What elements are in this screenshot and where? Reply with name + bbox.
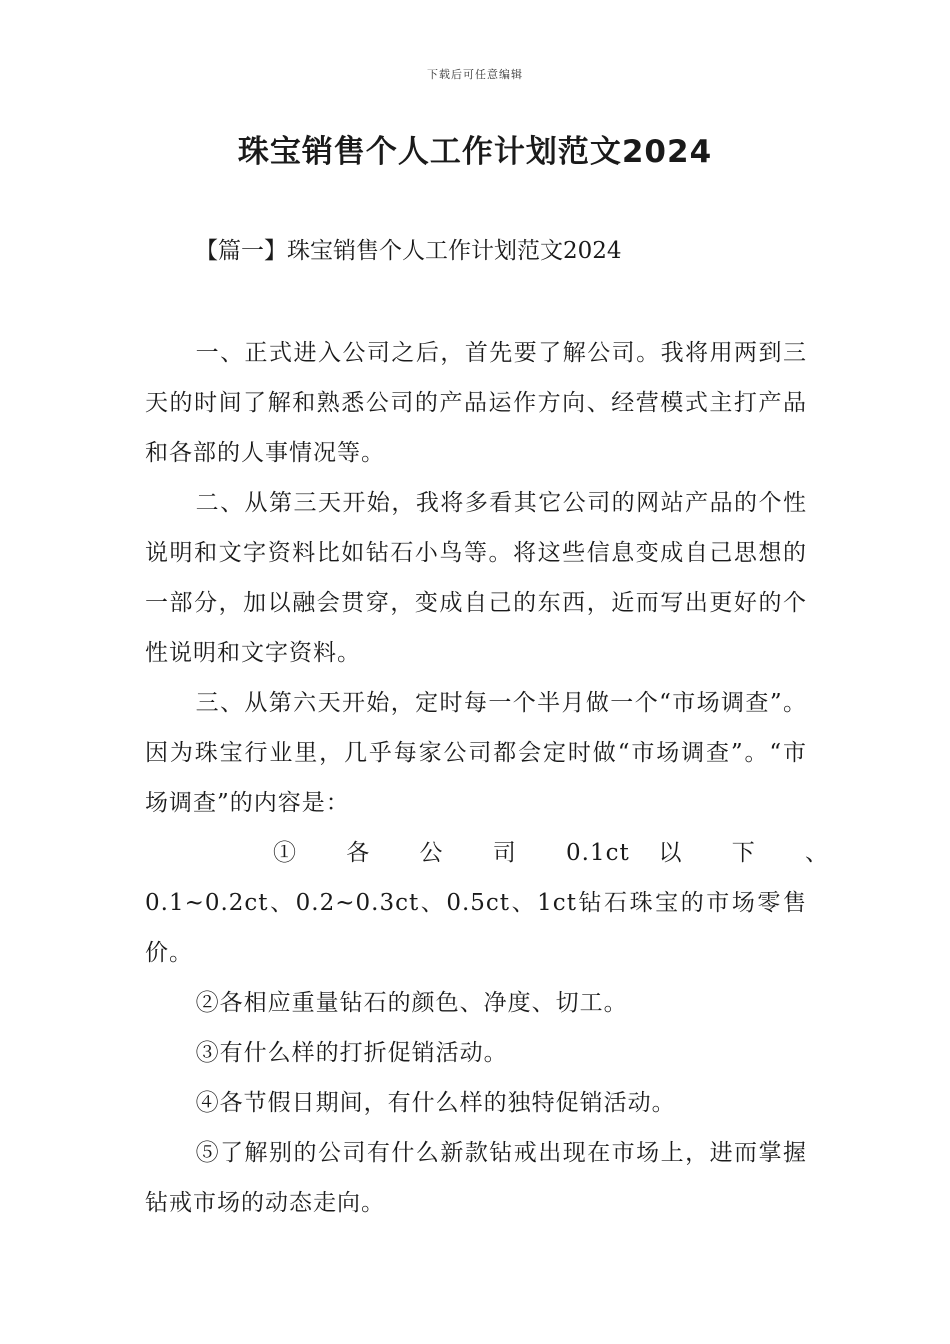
document-body [145, 328, 829, 1228]
list-item-1-rest: 0.1~0.2ct、0.2~0.3ct、0.5ct、1ct钻石珠宝的市场零售价。 [145, 890, 807, 966]
list-item-1-line1: ① 各 公 司 0.1ct 以 下 、 [273, 840, 829, 866]
list-item-3: ③有什么样的打折促销活动。 [195, 1040, 508, 1066]
list-item-4: ④各节假日期间，有什么样的独特促销活动。 [195, 1090, 676, 1116]
list-item-5: ⑤了解别的公司有什么新款钻戒出现在市场上，进而掌握钻戒市场的动态走向。 [145, 1140, 807, 1216]
document-title: 珠宝销售个人工作计划范文2024 [237, 134, 713, 170]
paragraph-2: 二、从第三天开始，我将多看其它公司的网站产品的个性说明和文字资料比如钻石小鸟等。将这些信息变成自己思想的一部分，加以融会贯穿，变成自己的东西，近而写出更好的个性说明和文字资料。 [145, 490, 807, 666]
section-heading: 【篇一】珠宝销售个人工作计划范文2024 [195, 238, 622, 264]
list-item-2: ②各相应重量钻石的颜色、净度、切工。 [195, 990, 628, 1016]
header-note: 下载后可任意编辑 [427, 68, 523, 81]
paragraph-3: 三、从第六天开始，定时每一个半月做一个“市场调查”。因为珠宝行业里，几乎每家公司都会定时做“市场调查”。“市场调查”的内容是： [145, 690, 807, 816]
paragraph-1: 一、正式进入公司之后，首先要了解公司。我将用两到三天的时间了解和熟悉公司的产品运作方向、经营模式主打产品和各部的人事情况等。 [145, 340, 807, 466]
